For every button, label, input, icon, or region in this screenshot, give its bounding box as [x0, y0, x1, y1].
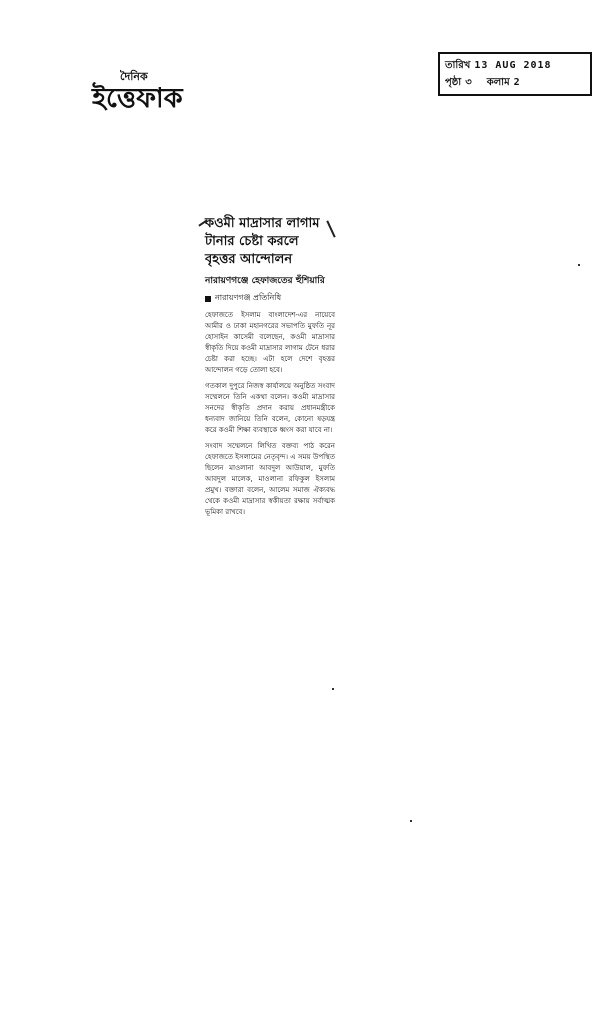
article-headline: [205, 215, 335, 269]
article-byline: [205, 292, 335, 305]
article-subhead: নারায়ণগঞ্জে হেফাজতের হুঁশিয়ারি: [205, 276, 325, 286]
stamp-date-label: তারিখ: [445, 60, 471, 71]
speck-mark: [410, 820, 412, 822]
stamp-page-label: পৃষ্ঠা: [445, 77, 462, 88]
headline-line-1: কওমী মাদ্রাসার লাগাম: [205, 216, 320, 231]
speck-mark: [578, 264, 580, 266]
stamp-column-value: 2: [513, 77, 521, 88]
stamp-date-value: 13 AUG 2018: [474, 60, 552, 71]
stamp-column-label: কলাম: [486, 77, 510, 88]
article-paragraph: গতকাল দুপুরে নিজস্ব কার্যালয়ে অনুষ্ঠিত সংবাদ সম্মেলনে তিনি একথা বলেন। কওমী মাদ্রাসার সনদের স্বীকৃতি প্রদান করায় প্রধানমন্ত্রীকে ধন্যবাদ জানিয়ে তিনি বলেন, কোনো ষড়যন্ত্র করে কওমী শিক্ষা ব্যবস্থাকে ধ্বংস করা যাবে না।: [205, 382, 335, 434]
byline-text: নারায়ণগঞ্জ প্রতিনিধি: [215, 293, 282, 302]
date-stamp: [438, 52, 592, 96]
speck-mark: [332, 688, 334, 690]
newspaper-masthead: ইত্তেফাক: [92, 83, 183, 114]
byline-square-icon: [205, 296, 211, 302]
article-paragraph: সংবাদ সম্মেলনে লিখিত বক্তব্য পাঠ করেন হেফাজতে ইসলামের নেতৃবৃন্দ। এ সময় উপস্থিত ছিলেন মাওলানা আবদুল আউয়াল, মুফতি আবদুল মালেক, মাওলানা রফিকুল ইসলাম প্রমুখ। বক্তারা বলেন, আলেম সমাজ ঐক্যবদ্ধ থেকে কওমী মাদ্রাসার স্বকীয়তা রক্ষায় সর্বাত্মক ভূমিকা রাখবে।: [205, 442, 335, 516]
headline-line-2: টানার চেষ্টা করলে: [205, 234, 299, 249]
masthead-small-label: দৈনিক: [120, 70, 148, 83]
news-clipping: [205, 215, 335, 518]
article-paragraph: হেফাজতে ইসলাম বাংলাদেশ-এর নায়েবে আমীর ও ঢাকা মহানগরের সভাপতি মুফতি নূর হোসাইন কাসেমী বলেছেন, কওমী মাদ্রাসার স্বীকৃতি দিয়ে কওমী মাদ্রাসার লাগাম টেনে ধরার চেষ্টা করা হচ্ছে। এটা হলে দেশে বৃহত্তর আন্দোলন গড়ে তোলা হবে।: [205, 311, 335, 374]
stamp-page-value: ৩: [465, 77, 473, 88]
headline-line-3: বৃহত্তর আন্দোলন: [205, 252, 293, 267]
